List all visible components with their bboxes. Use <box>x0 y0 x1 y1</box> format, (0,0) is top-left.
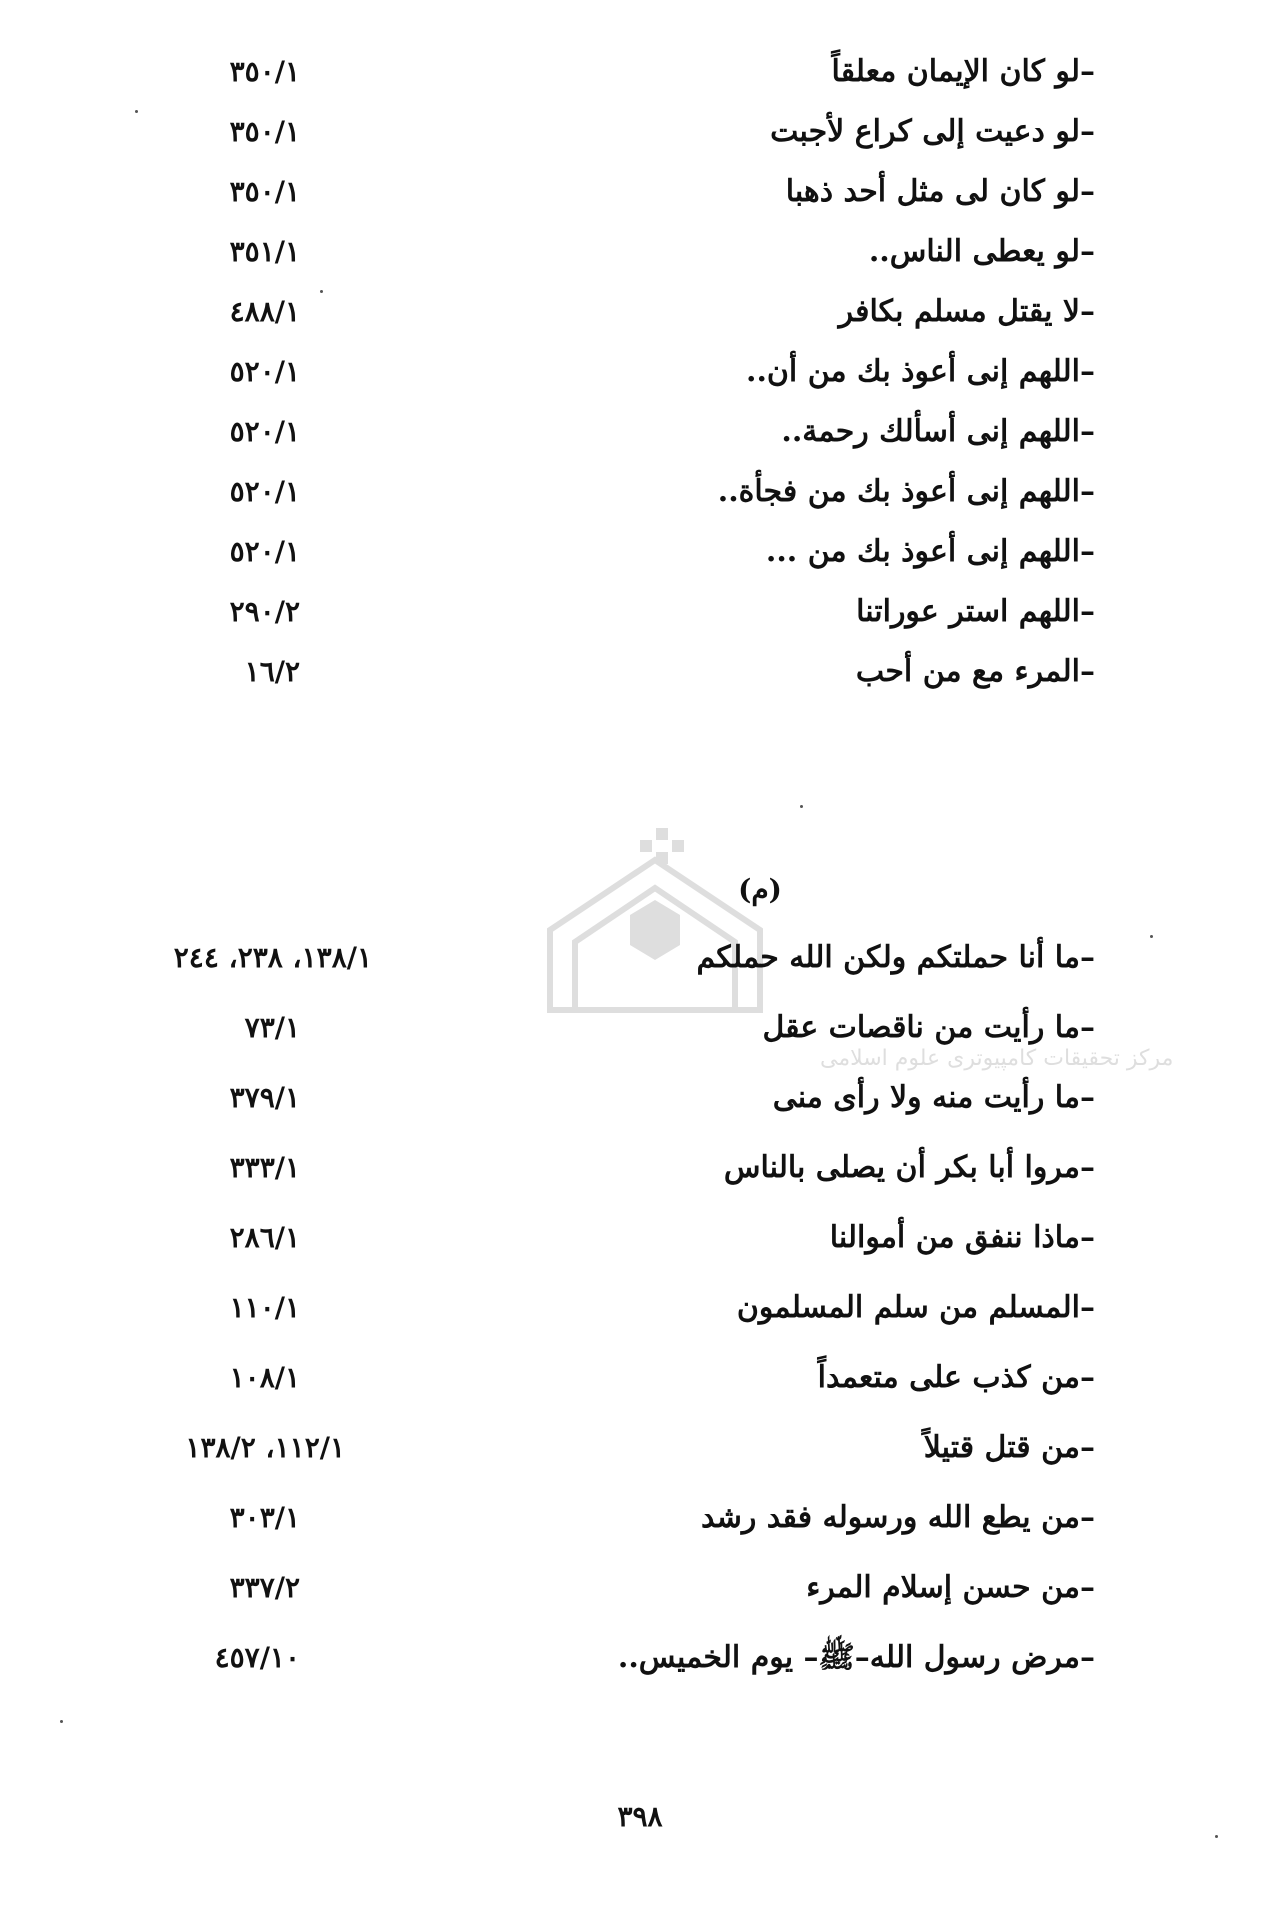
watermark-text: مركز تحقيقات كامپيوترى علوم اسلامى <box>820 1046 1174 1071</box>
entry-reference: ٢٨٦/١ <box>229 1221 300 1254</box>
index-entry <box>0 1628 1275 1688</box>
entry-reference: ١١٢/١، ١٣٨/٢ <box>185 1431 345 1464</box>
entry-reference: ١٣٨/١، ٢٣٨، ٢٤٤ <box>173 941 372 974</box>
entry-text: –اللهم استر عوراتنا <box>856 594 1095 629</box>
index-entry <box>0 1348 1275 1408</box>
index-entry <box>0 1418 1275 1478</box>
entry-text: –المرء مع من أحب <box>855 654 1095 689</box>
entry-text: –ما أنا حملتكم ولكن الله حملكم <box>696 940 1095 975</box>
index-entry <box>0 282 1275 342</box>
index-entry <box>0 582 1275 642</box>
entry-reference: ٤٨٨/١ <box>229 295 300 328</box>
entry-text: –اللهم إنى أعوذ بك من أن.. <box>746 354 1095 389</box>
entry-reference: ٢٩٠/٢ <box>229 595 300 628</box>
entry-reference: ٣٧٩/١ <box>229 1081 300 1114</box>
entry-text: –من كذب على متعمداً <box>817 1360 1095 1395</box>
entry-text: –لو يعطى الناس.. <box>868 234 1095 269</box>
entry-text: –ما رأيت من ناقصات عقل <box>762 1010 1095 1045</box>
index-entry <box>0 1138 1275 1198</box>
index-entry <box>0 102 1275 162</box>
entry-text: –من يطع الله ورسوله فقد رشد <box>700 1500 1095 1535</box>
entry-text: –اللهم إنى أعوذ بك من ... <box>765 534 1095 569</box>
index-entry <box>0 222 1275 282</box>
index-entry <box>0 522 1275 582</box>
entry-reference: ٤٥٧/١٠ <box>214 1641 300 1674</box>
entry-text: –مروا أبا بكر أن يصلى بالناس <box>723 1150 1095 1185</box>
entry-reference: ٣٥٠/١ <box>229 55 300 88</box>
entry-text: –المسلم من سلم المسلمون <box>736 1290 1095 1325</box>
scan-speck <box>1215 1835 1218 1838</box>
entry-reference: ٥٢٠/١ <box>229 355 300 388</box>
entry-text: –لو دعيت إلى كراع لأجبت <box>770 114 1095 149</box>
entry-text: –من قتل قتيلاً <box>923 1430 1095 1465</box>
entry-reference: ٣٠٣/١ <box>229 1501 300 1534</box>
index-entry <box>0 1558 1275 1618</box>
entry-reference: ٧٣/١ <box>244 1011 300 1044</box>
entry-text: –لو كان الإيمان معلقاً <box>831 54 1095 89</box>
entry-text: –لو كان لى مثل أحد ذهبا <box>785 174 1095 209</box>
entry-reference: ٣٥٠/١ <box>229 115 300 148</box>
index-entry <box>0 402 1275 462</box>
entry-reference: ٥٢٠/١ <box>229 415 300 448</box>
entry-text: –ما رأيت منه ولا رأى منى <box>772 1080 1095 1115</box>
scan-speck <box>135 110 138 113</box>
page-number: ٣٩٨ <box>617 1800 663 1833</box>
index-entry <box>0 1068 1275 1128</box>
entry-reference: ١٦/٢ <box>244 655 300 688</box>
entry-reference: ١٠٨/١ <box>229 1361 300 1394</box>
index-entry <box>0 42 1275 102</box>
index-entry <box>0 462 1275 522</box>
index-entry <box>0 1488 1275 1548</box>
index-entry <box>0 342 1275 402</box>
entry-reference: ٣٣٧/٢ <box>229 1571 300 1604</box>
entry-reference: ٣٥١/١ <box>229 235 300 268</box>
entry-reference: ١١٠/١ <box>229 1291 300 1324</box>
entry-text: –اللهم إنى أسألك رحمة.. <box>781 414 1095 449</box>
index-entry <box>0 928 1275 988</box>
index-entry <box>0 162 1275 222</box>
scan-speck <box>60 1720 63 1723</box>
entry-reference: ٥٢٠/١ <box>229 535 300 568</box>
section-heading: (م) <box>738 873 782 906</box>
entry-reference: ٣٣٣/١ <box>229 1151 300 1184</box>
scan-speck <box>320 290 323 293</box>
index-entry <box>0 642 1275 702</box>
entry-text: –مرض رسول الله–ﷺ– يوم الخميس.. <box>617 1640 1095 1675</box>
entry-text: –من حسن إسلام المرء <box>806 1570 1095 1605</box>
scan-speck <box>800 805 803 808</box>
entry-text: –ماذا ننفق من أموالنا <box>829 1220 1095 1255</box>
entry-text: –اللهم إنى أعوذ بك من فجأة.. <box>717 474 1095 509</box>
entry-text: –لا يقتل مسلم بكافر <box>838 294 1095 329</box>
index-entry <box>0 1278 1275 1338</box>
entry-reference: ٥٢٠/١ <box>229 475 300 508</box>
index-entry <box>0 1208 1275 1268</box>
index-entry <box>0 998 1275 1058</box>
scan-speck <box>1150 935 1153 938</box>
entry-reference: ٣٥٠/١ <box>229 175 300 208</box>
